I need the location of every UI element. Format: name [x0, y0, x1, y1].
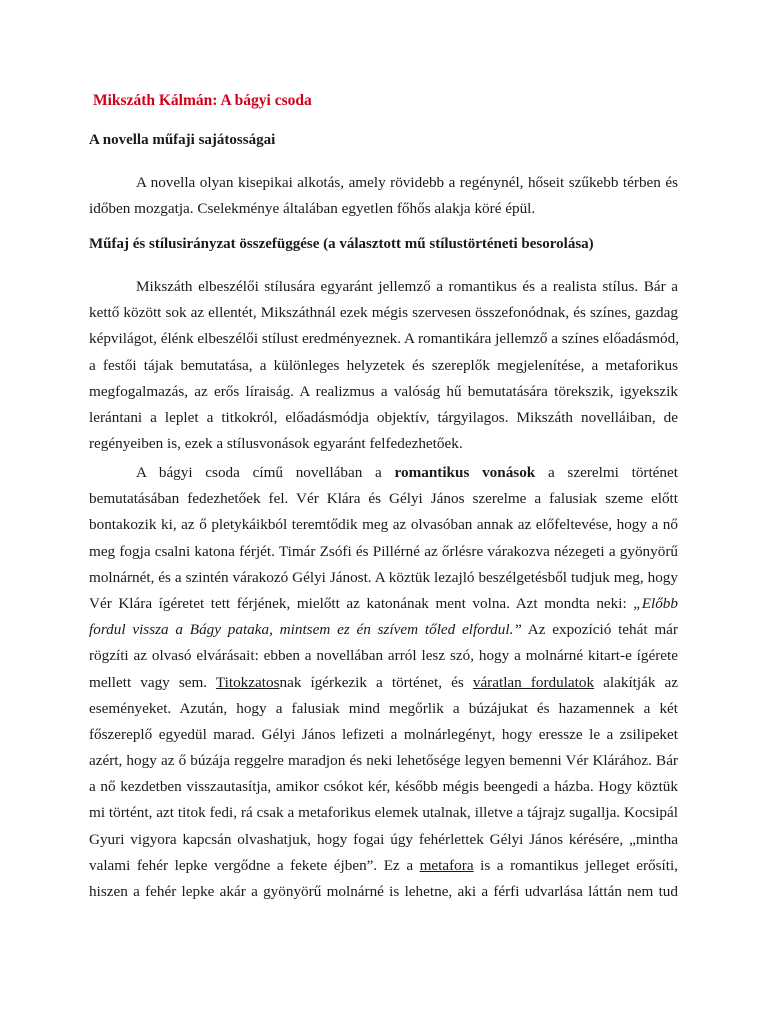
text-span: is a romantikus jelleget erősíti,: [473, 856, 678, 874]
section-heading-style: Műfaj és stílusirányzat összefüggése (a választott mű stílustörténeti besorolása): [89, 236, 594, 252]
paragraph-romantic-features: [89, 460, 678, 905]
bold-term-romantic: romantikus vonások: [394, 464, 536, 481]
text-line: [89, 591, 678, 617]
text-line: a nő kezdetben visszautasítja, amikor csókot kér, később mégis beengedi a házba. Hogy köztük: [89, 778, 678, 796]
text-span: mellett vagy sem.: [89, 673, 216, 691]
italic-quote: fordul vissza a Bágy pataka, mintsem ez én szívem tőled elfordul.”: [89, 621, 522, 639]
text-line: bontakozik ki, az ő pletykáikból teremtődik meg az olvasóban annak az előfeltevése, hogy a nő: [89, 516, 678, 534]
text-line: lerántani a leplet a titkokról, előadásmódja objektív, tárgyilagos. Mikszáth novelláiban, de: [89, 408, 678, 426]
text-line: Mikszáth elbeszélői stílusára egyaránt jellemző a romantikus és a realista stílus. Bár a: [136, 278, 678, 295]
text-line: eseményeket. Azután, hogy a falusiak mind megőrlik a búzájukat és hazamennek a két: [89, 699, 678, 717]
text-line: a festői tájak bemutatása, a különleges helyzetek és szereplők megjelenítése, a metaforikus: [89, 356, 678, 374]
paragraph-novella-definition: [89, 170, 678, 222]
text-line: főszereplő egyedül marad. Gélyi János lefizeti a molnárlegényt, hogy eressze le a zsilipeket: [89, 725, 678, 743]
text-line: képvilágot, élénk elbeszélői stílust eredményeznek. A romantikára jellemző a színes előadásmód,: [89, 330, 680, 348]
text-line: A novella olyan kisepikai alkotás, amely rövidebb a regénynél, hőseit szűkebb térben és: [136, 174, 678, 191]
text-span: Vér Klára ígéretet tett férjének, mielőtt az katonának ment volna. Azt mondta neki:: [89, 594, 634, 612]
text-line: bemutatásában fedezhetőek fel. Vér Klára és Gélyi János szerelme a falusiak szeme előtt: [89, 490, 678, 508]
text-span: Az expozíció tehát már: [521, 621, 678, 639]
text-span: A bágyi csoda című novellában a: [136, 464, 395, 481]
document-title: Mikszáth Kálmán: A bágyi csoda: [93, 92, 312, 109]
text-line: molnárnét, és a szintén várakozó Gélyi Jánost. A köztük lezajló beszélgetésből tudjuk meg, hogy: [89, 568, 678, 586]
text-span: nak ígérkezik a történet, és: [279, 673, 473, 691]
text-span: a szerelmi történet: [535, 464, 678, 481]
text-line: hiszen a fehér lepke akár a gyönyörű molnárné is lehetne, aki a férfi udvarlása láttán nem tud: [89, 883, 678, 900]
text-line: azért, hogy az ő búzája reggelre maradjon és neki lehetősége legyen bemenni Vér Klárához. Bár: [89, 752, 678, 770]
underlined-term-twists: váratlan fordulatok: [472, 673, 595, 691]
text-line: mi történt, azt titok fedi, rá csak a metaforikus elemek utalnak, illetve a tájrajz sugallja. Kocsipál: [89, 804, 678, 822]
text-line: [89, 853, 678, 879]
text-line: meg fogja csalni katona férjét. Timár Zsófi és Pillérné az őrlésre várakozva nézegeti a gyönyörű: [89, 542, 678, 560]
text-line: kettő között sok az ellentét, Mikszáthnál ezek mégis szervesen összefonódnak, és színes, gazdag: [89, 304, 678, 322]
underlined-term-mysterious: Titokzatos: [215, 673, 280, 691]
paragraph-style-description: [89, 274, 678, 457]
section-heading-genre: A novella műfaji sajátosságai: [89, 132, 276, 148]
text-line: időben mozgatja. Cselekménye általában egyetlen főhős alakja köré épül.: [89, 200, 536, 218]
text-span: alakítják az: [594, 673, 679, 691]
underlined-term-metaphor: metafora: [419, 856, 474, 874]
text-line: rögzíti az olvasó elvárásait: ebben a novellában arról lesz szó, hogy a molnárné kitart-e ígérete: [89, 647, 678, 665]
text-span: valami fehér lepke vergődne a fekete éjben”. Ez a: [89, 856, 420, 874]
italic-quote: „Előbb: [633, 594, 678, 612]
text-line: [89, 617, 678, 643]
text-line: [89, 670, 678, 696]
text-line: [89, 460, 678, 486]
text-line: Gyuri vigyora kapcsán olvashatjuk, hogy fogai úgy fehérlettek Gélyi János kérésére, „mintha: [89, 830, 678, 848]
text-line: regényeiben is, ezek a stílusvonások egyaránt felfedezhetőek.: [89, 435, 463, 453]
text-line: megfogalmazás, az erős líraiság. A realizmus a valóság hű bemutatására törekszik, igyekszik: [89, 382, 678, 400]
